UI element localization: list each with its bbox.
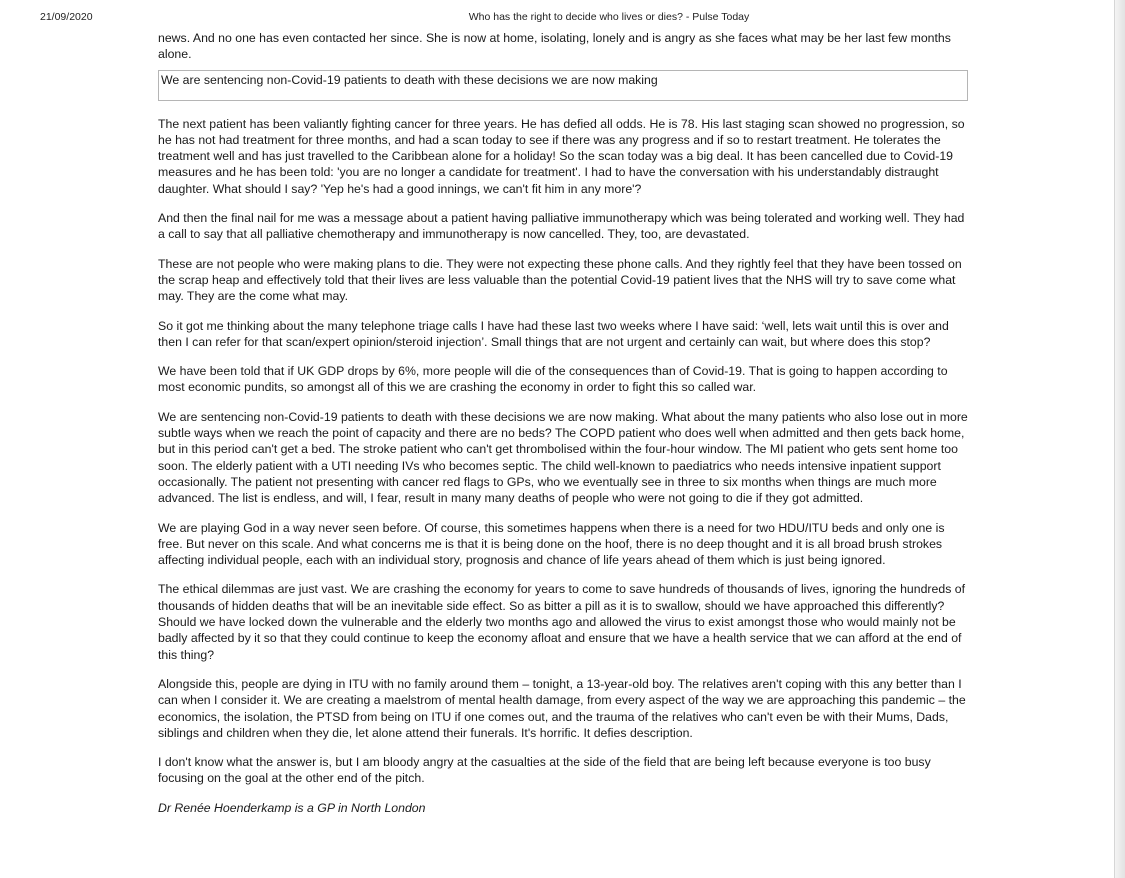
pull-quote: We are sentencing non-Covid-19 patients to death with these decisions we are now making: [158, 70, 968, 101]
print-title: Who has the right to decide who lives or dies? - Pulse Today: [468, 11, 750, 23]
article-paragraph: We have been told that if UK GDP drops by 6%, more people will die of the consequences than of Covid-19. That is going to happen according to most economic pundits, so amongst all of this we are crashing the economy in order to fight this so called war.: [158, 364, 948, 395]
article-paragraph: We are playing God in a way never seen before. Of course, this sometimes happens when there is a need for two HDU/ITU beds and only one is free. But never on this scale. And what concerns me is that it is being done on the hoof, there is no deep thought and it is all broad brush strokes affecting individual people, each with an individual story, prognosis and chance of life years ahead of them which is just being ignored.: [158, 520, 945, 568]
article-paragraph: Alongside this, people are dying in ITU with no family around them – tonight, a 13-year-old boy. The relatives aren't coping with this any better than I can when I consider it. We are creating a maelstrom of mental health damage, from every aspect of the way we are approaching this pandemic – the economics, the isolation, the PTSD from being on ITU if one comes out, and the trauma of the relatives who can't even be with their Mums, Dads, siblings and children when they die, let alone attend their funerals. It's horrific. It defies description.: [158, 676, 966, 740]
article-paragraph: I don't know what the answer is, but I am bloody angry at the casualties at the side of the field that are being left because everyone is too busy focusing on the goal at the other end of the pitch.: [158, 755, 931, 786]
article-paragraph: The next patient has been valiantly fighting cancer for three years. He has defied all odds. He is 78. His last staging scan showed no progression, so he has not had treatment for three months, and had a scan today to see if there was any progress and if so to restart treatment. He tolerates the treatment well and has just travelled to the Caribbean alone for a holiday! So the scan today was a big deal. It has been cancelled due to Covid-19 measures and he has been told: 'you are no longer a candidate for treatment'. I had to have the conversation with his understandably distraught daughter. What should I say? 'Yep he's had a good innings, we can't fit him in any more'?: [158, 116, 965, 196]
page-edge: [1114, 0, 1125, 878]
article-paragraph: And then the final nail for me was a message about a patient having palliative immunotherapy which was being tolerated and working well. They had a call to say that all palliative chemotherapy and immunotherapy is now cancelled. They, too, are devastated.: [158, 211, 965, 242]
article-paragraph: These are not people who were making plans to die. They were not expecting these phone calls. And they rightly feel that they have been tossed on the scrap heap and effectively told that their lives are less valuable than the potential Covid-19 patient lives that the NHS will try to save come what may. They are the come what may.: [158, 256, 962, 304]
article-body: [158, 30, 970, 829]
article-paragraph: So it got me thinking about the many telephone triage calls I have had these last two weeks where I have said: ‘well, lets wait until this is over and then I can refer for that scan/expert opinion/steroid injection’. Small things that are not urgent and certainly can wait, but where does this stop?: [158, 318, 949, 349]
article-paragraph: We are sentencing non-Covid-19 patients to death with these decisions we are now making. What about the many patients who also lose out in more subtle ways when we reach the point of capacity and there are no beds? The COPD patient who does well when admitted and then gets back home, but in this period can't get a bed. The stroke patient who can't get thrombolised within the four-hour window. The MI patient who gets sent home too soon. The elderly patient with a UTI needing IVs who becomes septic. The child well-known to paediatrics who needs intensive inpatient support occasionally. The patient not presenting with cancer red flags to GPs, who we eventually see in three to six months when things are much more advanced. The list is endless, and will, I fear, result in many many deaths of people who were not going to die if they got admitted.: [158, 409, 968, 506]
article-paragraph: news. And no one has even contacted her since. She is now at home, isolating, lonely and is angry as she faces what may be her last few months alone.: [158, 31, 951, 62]
author-byline: Dr Renée Hoenderkamp is a GP in North London: [158, 800, 426, 815]
print-date: 21/09/2020: [40, 11, 93, 23]
article-paragraph: The ethical dilemmas are just vast. We are crashing the economy for years to come to save hundreds of thousands of lives, ignoring the hundreds of thousands of hidden deaths that will be an inevitable side effect. So as bitter a pill as it is to swallow, should we have approached this differently? Should we have locked down the vulnerable and the elderly two months ago and allowed the virus to exist amongst those who would mainly not be badly affected by it so that they could continue to keep the economy afloat and ensure that we have a health service that we can afford at the end of this thing?: [158, 582, 966, 662]
